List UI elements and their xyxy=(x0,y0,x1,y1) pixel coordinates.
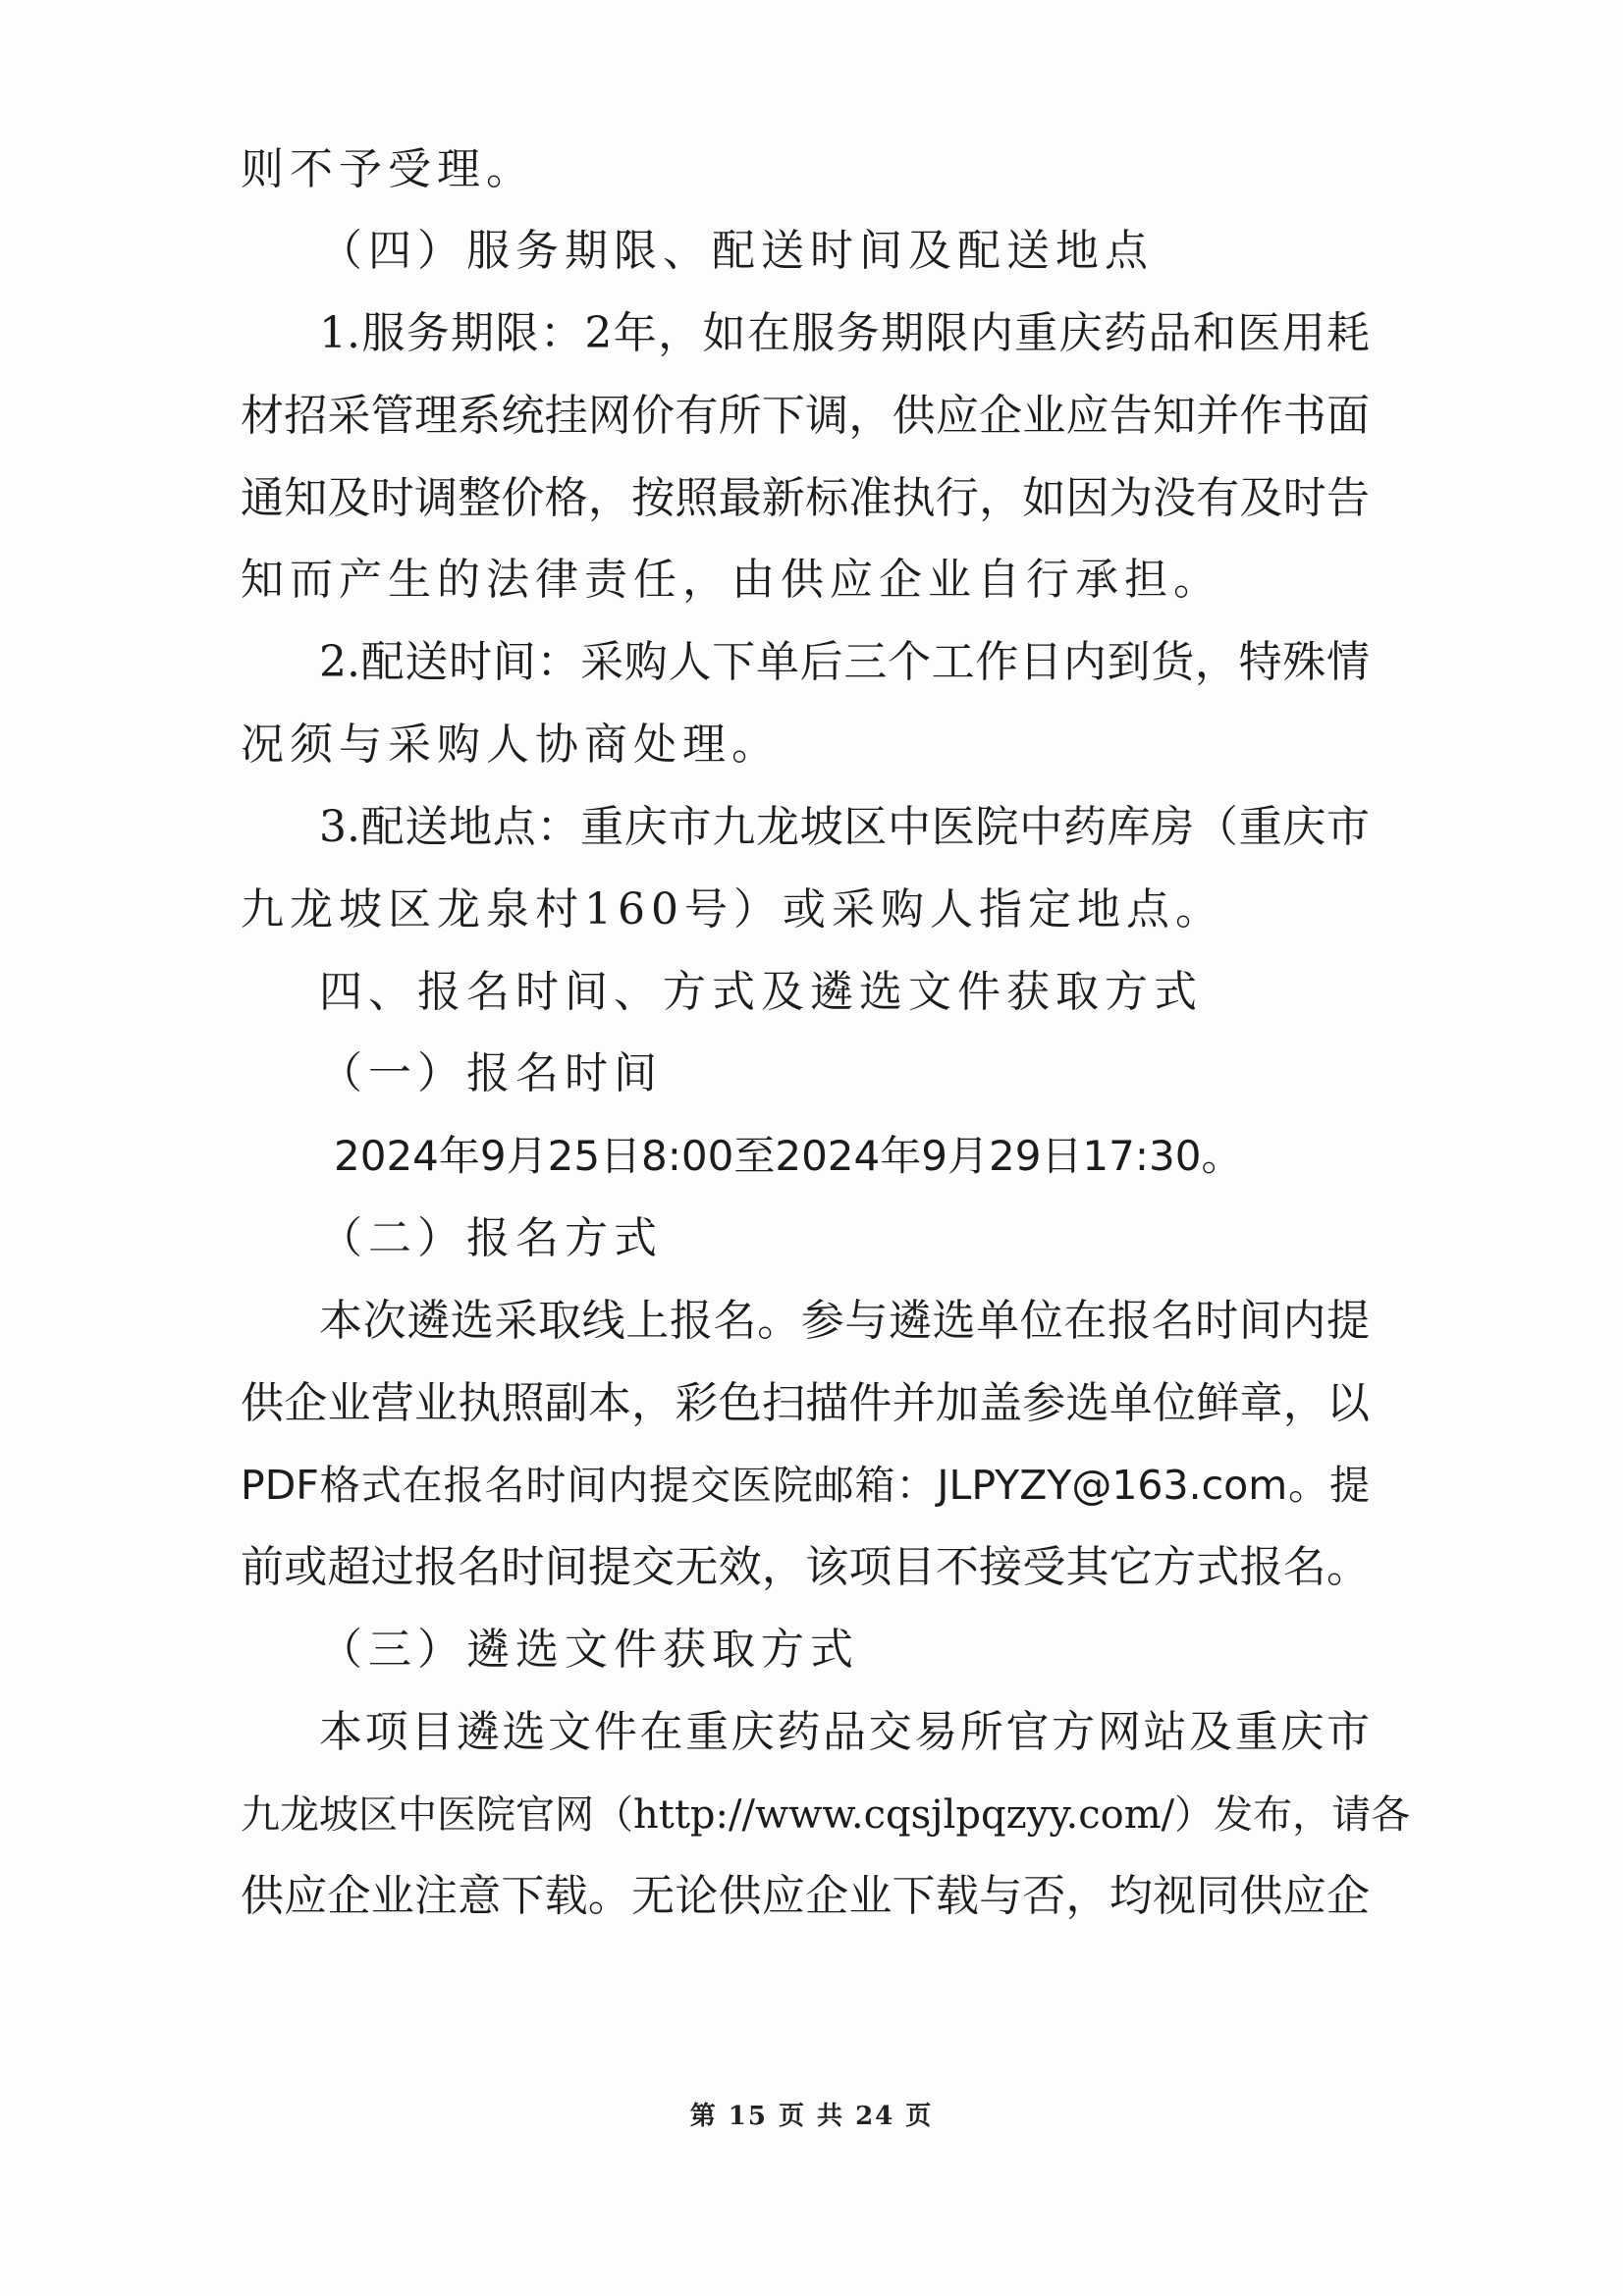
text-line: PDF格式在报名时间内提交医院邮箱：JLPYZY@163.com。提 xyxy=(241,1462,1370,1509)
section-heading: 四、报名时间、方式及遴选文件获取方式 xyxy=(319,967,1203,1017)
page-number: 第 15 页 共 24 页 xyxy=(689,2102,934,2131)
text-line: 前或超过报名时间提交无效，该项目不接受其它方式报名。 xyxy=(241,1542,1370,1592)
subsection-heading: （三）遴选文件获取方式 xyxy=(319,1625,859,1675)
text-line: 九龙坡区中医院官网（http://www.cqsjlpqzyy.com/）发布，请各 xyxy=(241,1792,1411,1838)
text-line: 材招采管理系统挂网价有所下调，供应企业应告知并作书面 xyxy=(241,391,1370,441)
subsection-heading: （二）报名方式 xyxy=(319,1213,663,1263)
text-line: 2.配送时间：采购人下单后三个工作日内到货，特殊情 xyxy=(319,637,1370,687)
text-line: 供应企业注意下载。无论供应企业下载与否，均视同供应企 xyxy=(241,1871,1370,1921)
text-line: 况须与采购人协商处理。 xyxy=(241,720,781,770)
registration-time: 2024年9月25日8:00至2024年9月29日17:30。 xyxy=(334,1132,1243,1180)
text-line: 本项目遴选文件在重庆药品交易所官方网站及重庆市 xyxy=(319,1707,1370,1757)
text-line: 通知及时调整价格，按照最新标准执行，如因为没有及时告 xyxy=(241,473,1370,523)
subsection-heading: （一）报名时间 xyxy=(319,1048,663,1098)
text-line: 知而产生的法律责任，由供应企业自行承担。 xyxy=(241,555,1222,605)
section-heading: （四）服务期限、配送时间及配送地点 xyxy=(319,226,1154,276)
text-line: 九龙坡区龙泉村160号）或采购人指定地点。 xyxy=(241,884,1224,934)
text-line: 则不予受理。 xyxy=(241,144,535,194)
text-line: 供企业营业执照副本，彩色扫描件并加盖参选单位鲜章，以 xyxy=(241,1378,1370,1428)
text-line: 本次遴选采取线上报名。参与遴选单位在报名时间内提 xyxy=(319,1296,1370,1346)
text-line: 1.服务期限：2年，如在服务期限内重庆药品和医用耗 xyxy=(319,308,1370,358)
text-line: 3.配送地点：重庆市九龙坡区中医院中药库房（重庆市 xyxy=(319,802,1370,852)
